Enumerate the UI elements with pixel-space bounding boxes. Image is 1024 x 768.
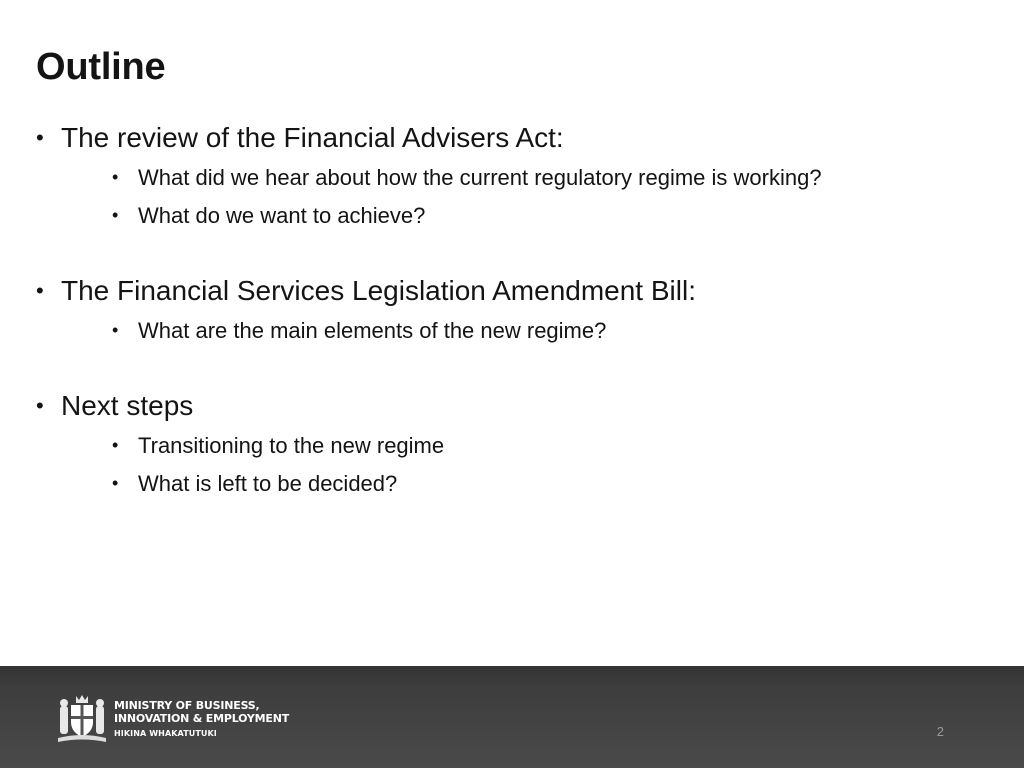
- logo-line: INNOVATION & EMPLOYMENT: [114, 712, 290, 725]
- outline-sublist: [61, 315, 856, 346]
- outline-item-text: Next steps: [61, 390, 194, 421]
- outline-item: [36, 118, 856, 231]
- slide-title: Outline: [36, 46, 166, 88]
- outline-sublist: [61, 430, 856, 499]
- nz-coat-of-arms-icon: [56, 694, 108, 744]
- ministry-logo-text: [114, 699, 289, 740]
- outline-item: [36, 386, 856, 499]
- outline-item: [36, 271, 856, 346]
- outline-subitem: • Transitioning to the new regime: [112, 430, 858, 461]
- logo-subtitle: HIKINA WHAKATUTUKI: [114, 729, 217, 738]
- logo-line: MINISTRY OF BUSINESS,: [114, 699, 260, 712]
- outline-item-text: The review of the Financial Advisers Act:: [61, 122, 564, 153]
- page-number: 2: [936, 724, 944, 739]
- outline-list: [36, 118, 856, 506]
- outline-item-text: The Financial Services Legislation Amendment Bill:: [61, 275, 696, 306]
- outline-subitem: • What do we want to achieve?: [112, 200, 858, 231]
- slide-footer: [0, 666, 1024, 768]
- outline-subitem: • What are the main elements of the new regime?: [112, 315, 858, 346]
- outline-sublist: [61, 162, 856, 231]
- outline-subitem: • What is left to be decided?: [112, 468, 858, 499]
- outline-subitem: • What did we hear about how the current regulatory regime is working?: [112, 162, 858, 193]
